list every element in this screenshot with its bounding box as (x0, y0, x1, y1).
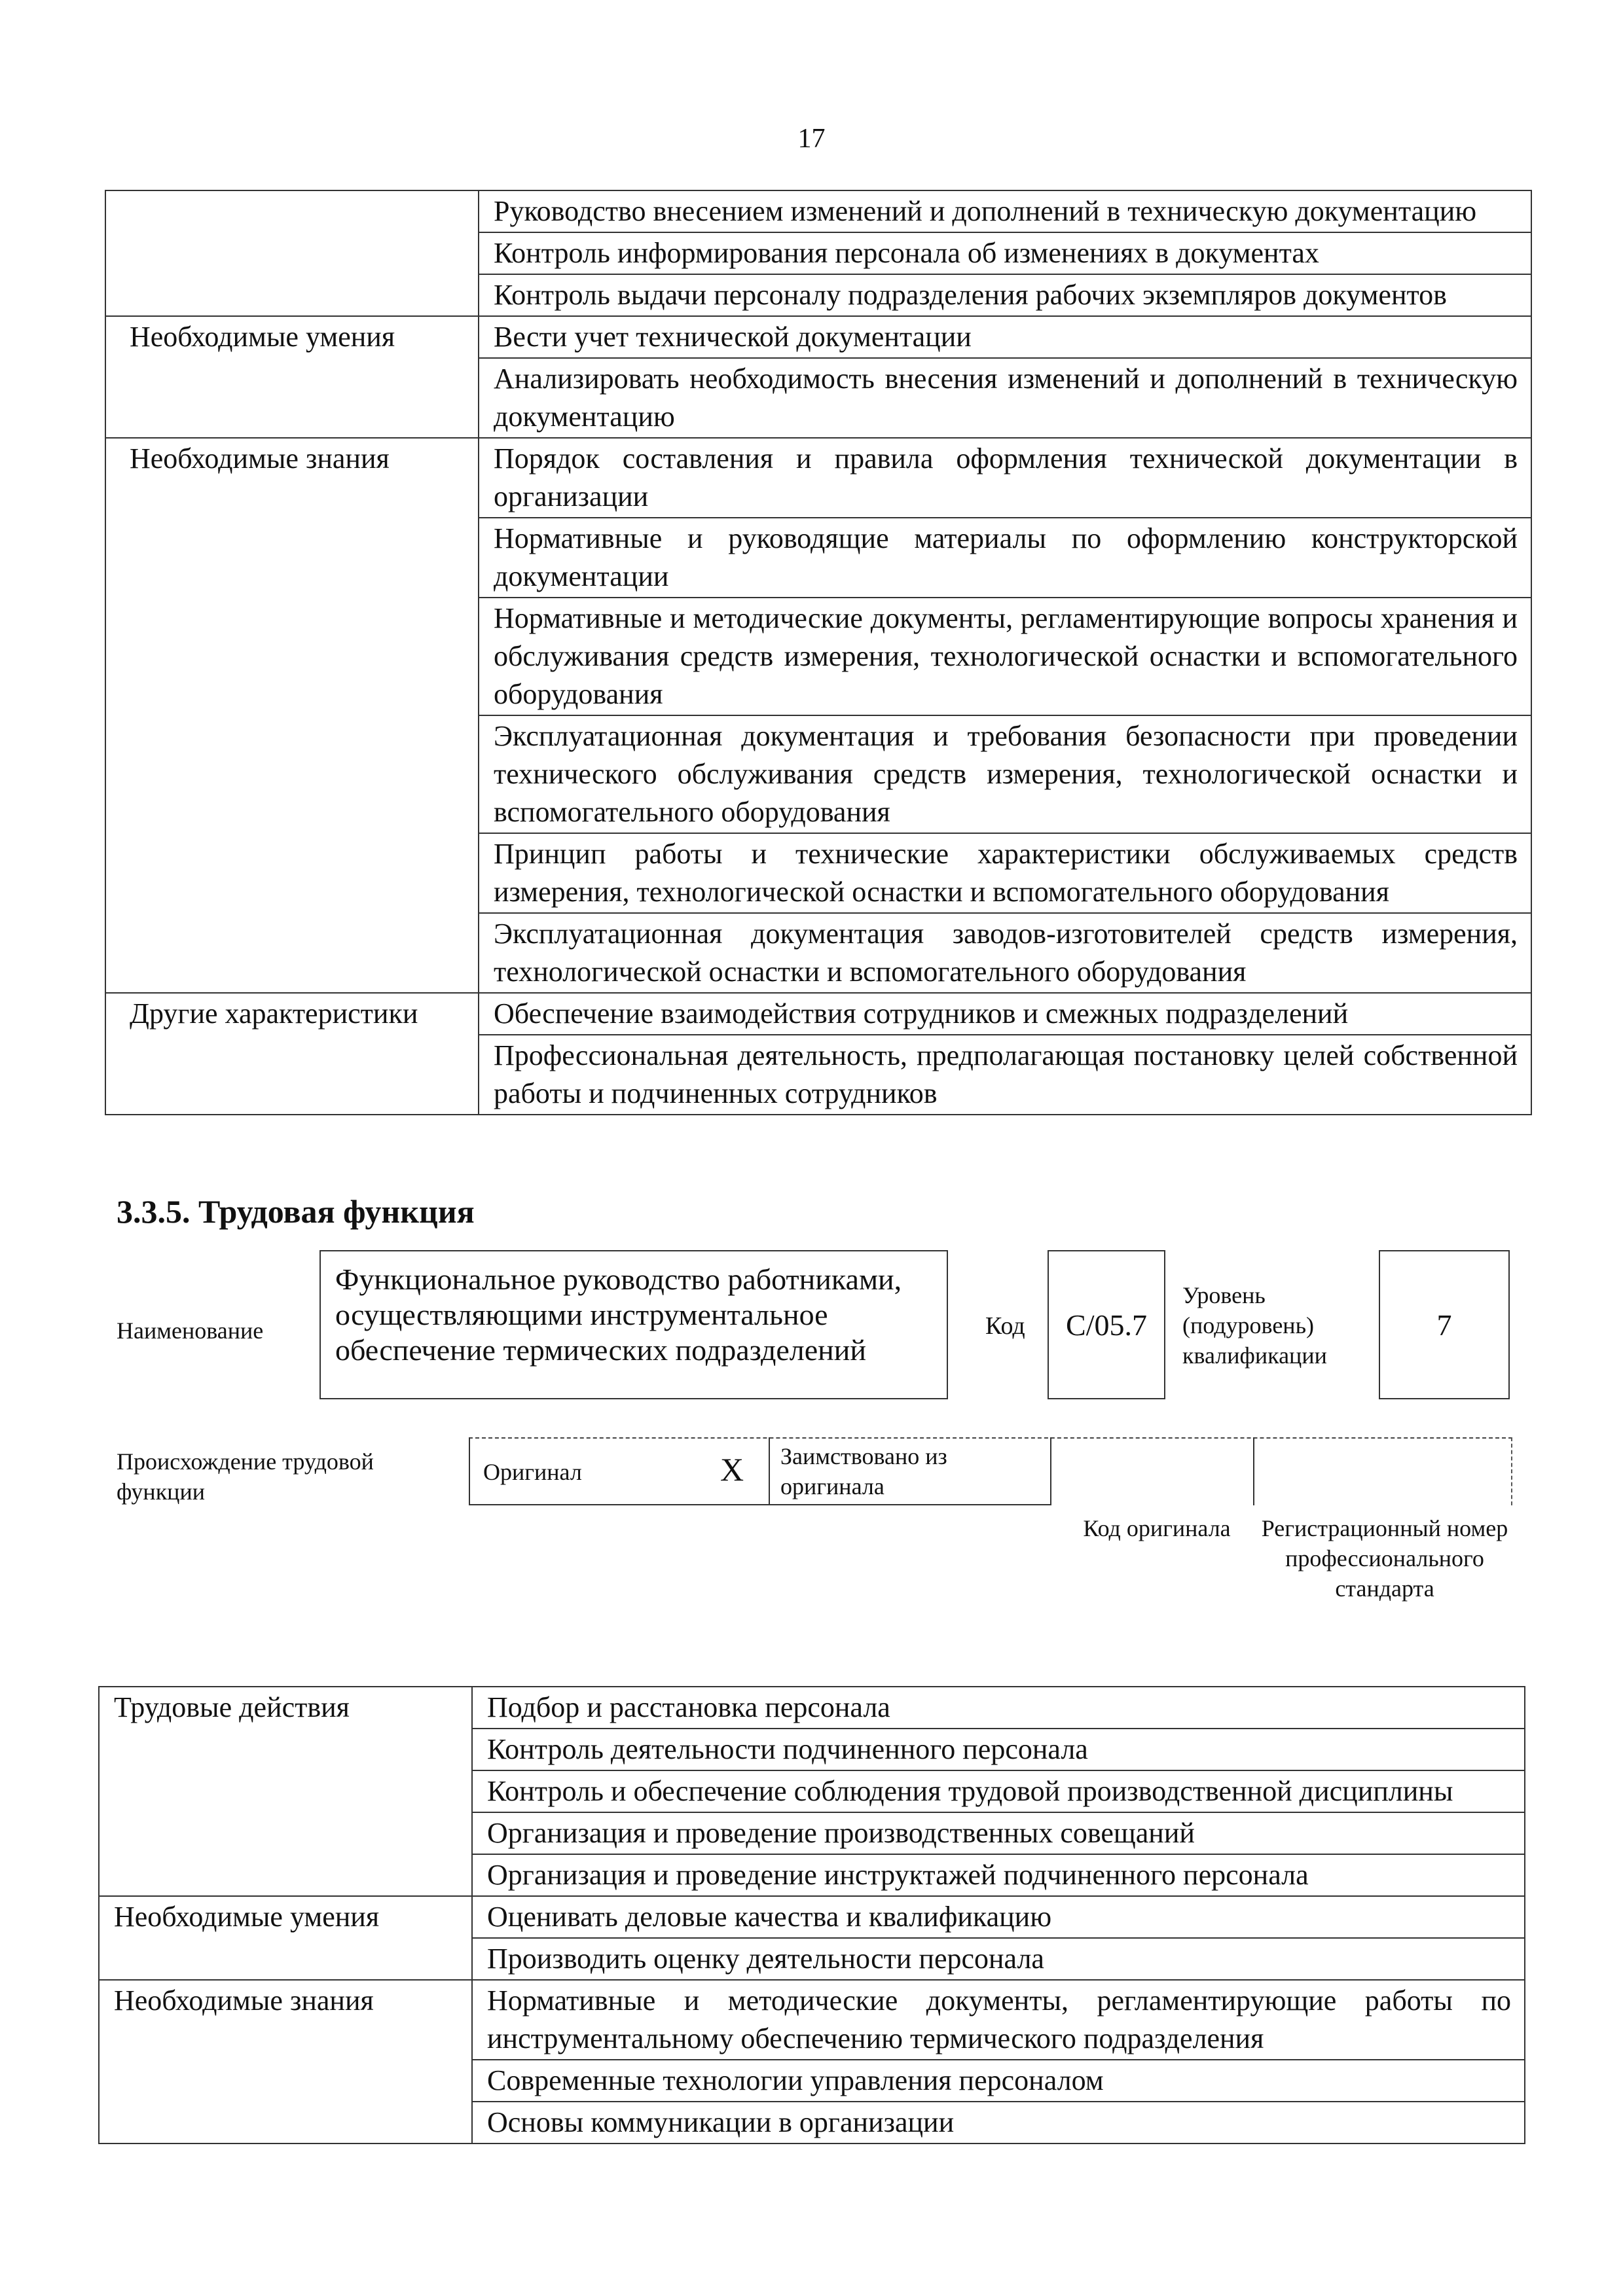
table-cell: Анализировать необходимость внесения изменений и дополнений в техническую документацию (479, 358, 1531, 438)
labor-function-table (98, 1686, 1525, 2144)
table-cell: Эксплуатационная документация и требования безопасности при проведении технического обслуживания средств измерения, технологической оснастки и вспомогательного оборудования (479, 715, 1531, 833)
table-cell: Руководство внесением изменений и дополнений в техническую документацию (479, 190, 1531, 232)
borrowed-label: Заимствовано из оригинала (770, 1437, 1051, 1505)
table-cell: Контроль деятельности подчиненного персонала (472, 1729, 1525, 1770)
level-label-line-3: квалификации (1182, 1342, 1327, 1369)
reg-number-label: Регистрационный номер профессионального стандарта (1261, 1515, 1508, 1602)
table-cell: Нормативные и руководящие материалы по оформлению конструкторской документации (479, 518, 1531, 598)
original-mark: X (720, 1451, 744, 1488)
table-cell: Современные технологии управления персоналом (472, 2060, 1525, 2102)
code-original-label: Код оригинала (1083, 1515, 1231, 1541)
reg-number-cell (1254, 1437, 1512, 1505)
code-label: Код (985, 1312, 1025, 1340)
level-label-line-1: Уровень (1182, 1282, 1266, 1308)
level-value-box: 7 (1379, 1250, 1510, 1399)
table-cell: Оценивать деловые качества и квалификацию (472, 1896, 1525, 1938)
table-cell: Подбор и расстановка персонала (472, 1687, 1525, 1729)
code-value-box: C/05.7 (1048, 1250, 1165, 1399)
name-label: Наименование (117, 1318, 264, 1344)
row-head-knowledge-2: Необходимые знания (99, 1980, 472, 2144)
requirements-table-continued (105, 190, 1532, 1115)
table-cell: Эксплуатационная документация заводов-изготовителей средств измерения, технологической оснастки и вспомогательного оборудования (479, 913, 1531, 993)
table-cell: Основы коммуникации в организации (472, 2102, 1525, 2144)
section-title: 3.3.5. Трудовая функция (117, 1193, 475, 1230)
table-cell: Принцип работы и технические характеристики обслуживаемых средств измерения, технологической оснастки и вспомогательного оборудования (479, 833, 1531, 913)
level-label (1182, 1280, 1379, 1371)
code-original-cell (1051, 1437, 1254, 1505)
row-head-other: Другие характеристики (105, 993, 479, 1115)
level-label-line-2: (подуровень) (1182, 1312, 1314, 1338)
origin-label: Происхождение трудовой функции (117, 1448, 374, 1505)
table-cell: Организация и проведение инструктажей подчиненного персонала (472, 1854, 1525, 1896)
table-cell: Контроль и обеспечение соблюдения трудовой производственной дисциплины (472, 1770, 1525, 1812)
table-cell: Производить оценку деятельности персонала (472, 1938, 1525, 1980)
table-cell: Контроль информирования персонала об изменениях в документах (479, 232, 1531, 274)
table-cell: Нормативные и методические документы, регламентирующие вопросы хранения и обслуживания средств измерения, технологической оснастки и вспомогательного оборудования (479, 598, 1531, 715)
table-cell: Организация и проведение производственных совещаний (472, 1812, 1525, 1854)
page-number: 17 (797, 124, 826, 154)
row-head-skills-2: Необходимые умения (99, 1896, 472, 1980)
table-cell: Нормативные и методические документы, регламентирующие работы по инструментальному обеспечению термического подразделения (472, 1980, 1525, 2060)
function-name-box: Функциональное руководство работниками, осуществляющими инструментальное обеспечение термических подразделений (319, 1250, 948, 1399)
row-head-actions-continued (105, 190, 479, 316)
row-head-knowledge: Необходимые знания (105, 438, 479, 993)
table-cell: Вести учет технической документации (479, 316, 1531, 358)
table-cell: Контроль выдачи персоналу подразделения рабочих экземпляров документов (479, 274, 1531, 316)
table-cell: Порядок составления и правила оформления технической документации в организации (479, 438, 1531, 518)
row-head-skills: Необходимые умения (105, 316, 479, 438)
row-head-labor-actions: Трудовые действия (99, 1687, 472, 1896)
original-label: Оригинал (483, 1459, 582, 1485)
table-cell: Обеспечение взаимодействия сотрудников и смежных подразделений (479, 993, 1531, 1035)
table-cell: Профессиональная деятельность, предполагающая постановку целей собственной работы и подчиненных сотрудников (479, 1035, 1531, 1115)
